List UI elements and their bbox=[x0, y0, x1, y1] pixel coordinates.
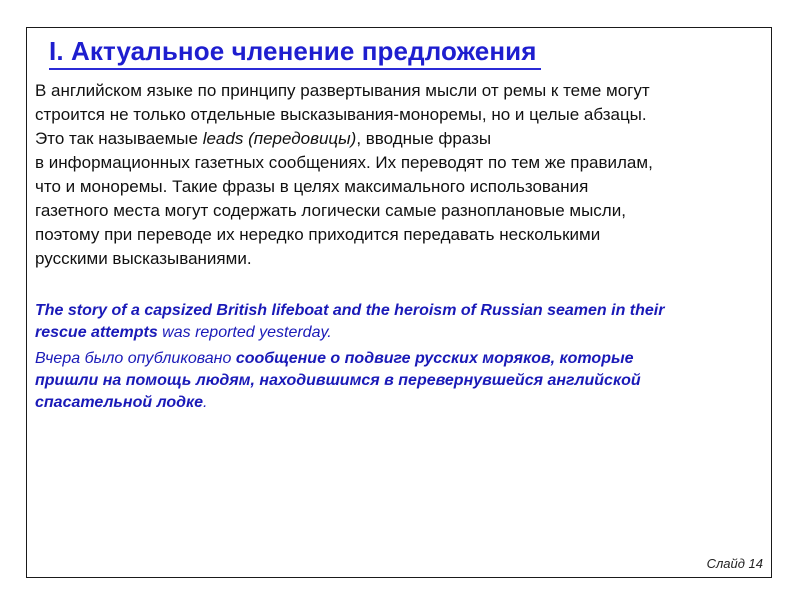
example-english bbox=[35, 300, 765, 344]
example-line bbox=[35, 322, 765, 344]
paragraph-text: Это так называемые bbox=[35, 129, 203, 148]
example-text: . bbox=[203, 394, 208, 411]
paragraph-line: в информационных газетных сообщениях. Их переводят по тем же правилам, bbox=[35, 153, 653, 172]
example-emphasis: сообщение о подвиге русских моряков, которые bbox=[235, 350, 634, 367]
slide-number: Слайд 14 bbox=[706, 556, 763, 571]
paragraph-line: В английском языке по принципу развертывания мысли от ремы к теме могут bbox=[35, 81, 650, 100]
example-text: Вчера было опубликовано bbox=[35, 350, 236, 367]
example-line: The story of a capsized British lifeboat and the heroism of Russian seamen in their bbox=[35, 302, 665, 319]
paragraph-line: русскими высказываниями. bbox=[35, 249, 252, 268]
paragraph-line bbox=[35, 127, 765, 151]
example-text: was reported yesterday. bbox=[157, 324, 332, 341]
slide-frame bbox=[26, 27, 772, 578]
example-line bbox=[35, 348, 765, 370]
paragraph-text: , вводные фразы bbox=[356, 129, 492, 148]
example-line bbox=[35, 392, 765, 414]
title-block bbox=[49, 36, 541, 70]
paragraph-line: что и монoремы. Такие фразы в целях максимального использования bbox=[35, 177, 589, 196]
main-paragraph bbox=[35, 79, 765, 271]
example-line: пришли на помощь людям, находившимся в перевернувшейся английской bbox=[35, 372, 641, 389]
paragraph-line: строится не только отдельные высказывания-монoремы, но и целые абзацы. bbox=[35, 105, 647, 124]
example-russian bbox=[35, 348, 765, 414]
leads-term: leads (передовицы) bbox=[202, 129, 357, 148]
example-emphasis: rescue attempts bbox=[35, 324, 158, 341]
paragraph-line: газетного места могут содержать логически самые разноплановые мысли, bbox=[35, 201, 626, 220]
slide-title: I. Актуальное членение предложения bbox=[49, 36, 537, 66]
example-emphasis: спасательной лодке bbox=[35, 394, 203, 411]
paragraph-line: поэтому при переводе их нередко приходится передавать несколькими bbox=[35, 225, 601, 244]
